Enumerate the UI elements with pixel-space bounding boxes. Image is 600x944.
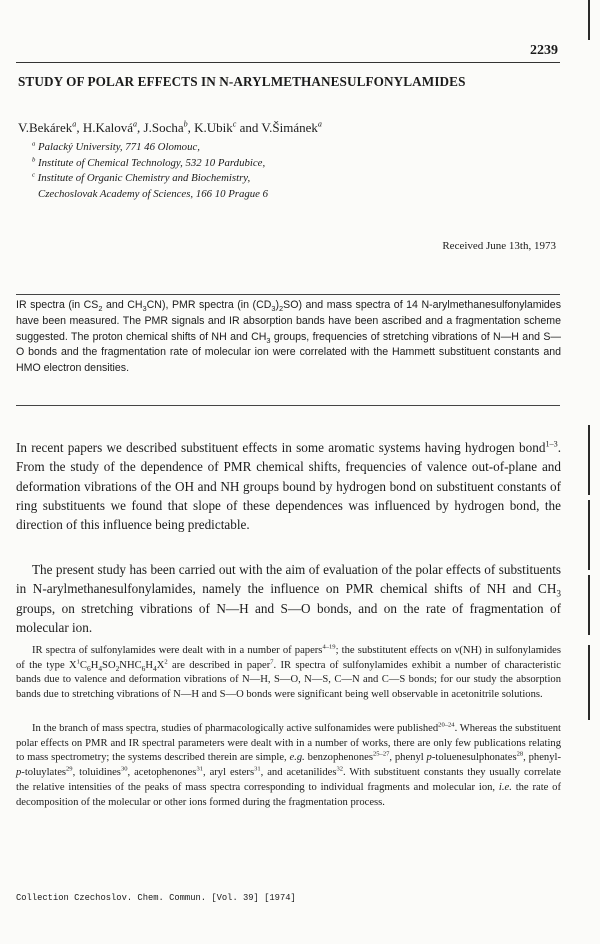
author-name: K.Ubik bbox=[194, 120, 233, 135]
author-affiliation-mark: a bbox=[317, 119, 322, 129]
author-name: J.Socha bbox=[143, 120, 184, 135]
affiliation: $^b$ Institute of Chemical Technology, 532 10 Pardubice, bbox=[32, 155, 266, 169]
abstract: IR spectra (in $CS_2$ and $CH_3CN$), PMR spectra (in $(CD_3)_2SO$) and mass spectra of 14 N-arylmethanesulfonylamides have been measured. The PMR signals and IR absorption bands have been ascribed and a fragmentation scheme suggested. The proton chemical shifts of NH and $CH_3$ groups, frequencies of stretching vibrations of N—H and S—O bonds and the fragmentation rate of molecular ion were correlated with the Hammett substituent constants and HMO electron densities. bbox=[16, 299, 561, 375]
body-paragraph: In recent papers we described substituent effects in some aromatic systems having hydrogen bond$^{1-3}$. From the study of the dependence of PMR chemical shifts, frequencies of valence out-of-plane and deformation vibrations of the OH and NH groups bound by hydrogen bond on substituent constants of ring substituents we found that slope of these dependences was influenced by hydrogen bond, the direction of this influence being predictable. bbox=[16, 439, 561, 533]
author-affiliation-mark: b bbox=[183, 119, 188, 129]
scan-margin-line bbox=[588, 575, 590, 635]
body-paragraph-small: In the branch of mass spectra, studies of pharmacologically active sulfonamides were published$^{20-24}$. Whereas the substituent polar effects on PMR and IR spectral parameters were dealt with in a number of works, there are only few publications relating to mass spectrometry; the systems described therein are simple, e.g. benzophenones$^{25-27}$, phenyl p-toluenesulphonates$^{28}$, phenyl-p-toluylates$^{29}$, toluidines$^{30}$, acetophenones$^{31}$, aryl esters$^{31}$, and acetanilides$^{32}$. With substituent constants they usually correlate the relative intensities of the peaks of mass spectra corresponding to individual fragments and molecular ion, i.e. the rate of decomposition of the molecular or other ions formed during the fragmentation process. bbox=[16, 721, 562, 808]
scan-margin-line bbox=[588, 425, 590, 495]
page-number: 2239 bbox=[530, 43, 558, 58]
abstract-rule-top bbox=[16, 294, 560, 295]
affiliation-list bbox=[32, 140, 268, 202]
body-paragraph: The present study has been carried out with the aim of evaluation of the polar effects of substituents in N-arylmethanesulfonylamides, namely the influence on PMR chemical shifts of NH and $CH_3$ groups, on stretching vibrations of N—H and S—O bonds, and on the rate of fragmentation of molecular ion. bbox=[16, 562, 561, 635]
author-name: H.Kalová bbox=[82, 120, 133, 135]
scan-margin-line bbox=[588, 645, 590, 720]
affiliation: $^c$ Institute of Organic Chemistry and Biochemistry, bbox=[32, 171, 251, 184]
abstract-rule-bottom bbox=[16, 405, 560, 406]
journal-footer: Collection Czechoslov. Chem. Commun. [Vol. 39] [1974] bbox=[16, 893, 296, 903]
author-list: V.Bekárek$^a$, H.Kalová$^a$, J.Socha$^b$, K.Ubik$^c$ and V.Šimánek$^a$ bbox=[18, 119, 322, 135]
author-affiliation-mark: a bbox=[72, 119, 77, 129]
author-affiliation-mark: a bbox=[133, 119, 138, 129]
header-rule bbox=[16, 62, 560, 63]
scan-margin-line bbox=[588, 0, 590, 40]
author-affiliation-mark: c bbox=[232, 119, 237, 129]
scan-margin-line bbox=[588, 500, 590, 570]
received-date: Received June 13th, 1973 bbox=[442, 240, 556, 252]
affiliation: Czechoslovak Academy of Sciences, 166 10 Prague 6 bbox=[38, 187, 269, 200]
author-name: V.Bekárek bbox=[18, 120, 73, 135]
affiliation: $^a$ Palacký University, 771 46 Olomouc, bbox=[32, 140, 200, 153]
author-conjunction: and bbox=[239, 120, 259, 135]
author-name: V.Šimánek bbox=[261, 120, 318, 135]
article-title: STUDY OF POLAR EFFECTS IN N-ARYLMETHANESULFONYLAMIDES bbox=[18, 74, 466, 89]
body-paragraph-small: IR spectra of sulfonylamides were dealt with in a number of papers$^{4-19}$; the substitutent effects on ν(NH) in sulfonylamides of the type $X^1C_6H_4SO_2NHC_6H_4X^2$ are described in paper$^7$. IR spectra of sulfonylamides exhibit a number of characteristic bands due to valence and deformation vibrations of N—H, S—O, N—S, C—N and C—S bonds; for our study the absorption bands due to stretching vibrations of N—H and S—O bonds were significant being well observable in acetonitrile solutions. bbox=[16, 643, 562, 701]
